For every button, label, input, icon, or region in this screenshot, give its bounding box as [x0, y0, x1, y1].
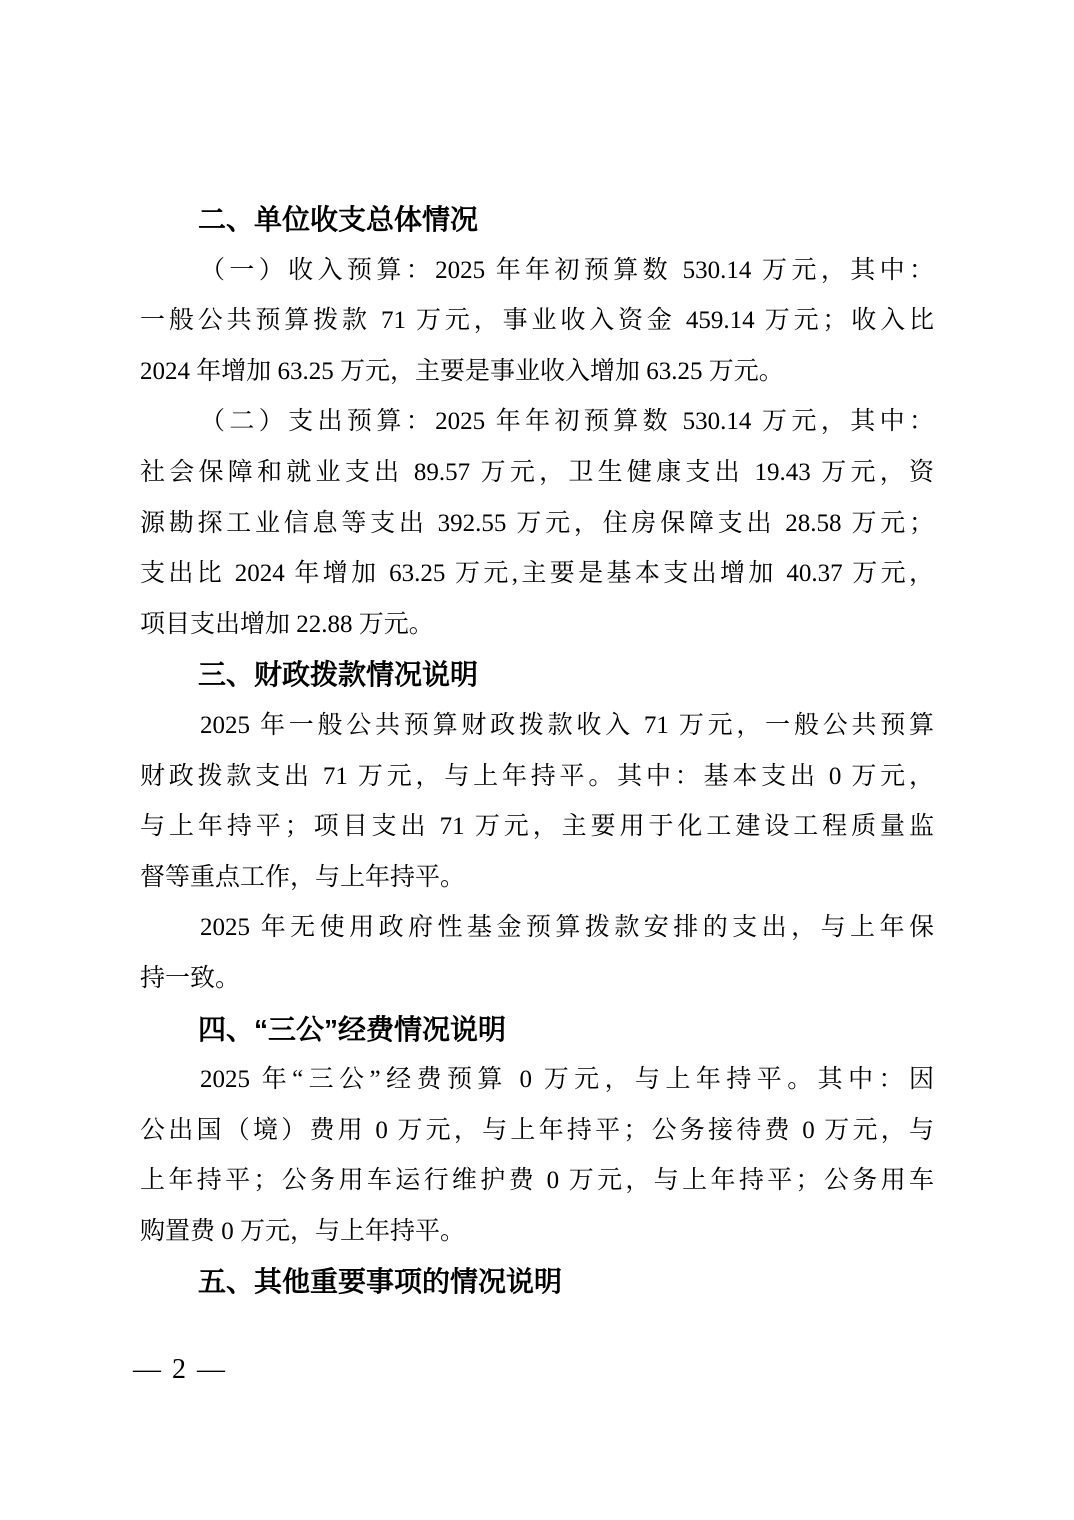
text-line: 2025 年“三公”经费预算 0 万元，与上年持平。其中：因 [200, 1066, 934, 1094]
section-heading-fiscal-appropriation: 三、财政拨款情况说明 [198, 659, 479, 691]
text-line: 源勘探工业信息等支出 392.55 万元，住房保障支出 28.58 万元； [140, 509, 934, 537]
text-line: 支出比 2024 年增加 63.25 万元,主要是基本支出增加 40.37 万元， [140, 560, 934, 588]
text-line: 2025 年无使用政府性基金预算拨款安排的支出，与上年保 [200, 914, 934, 942]
section-heading-income-expense-overview: 二、单位收支总体情况 [198, 204, 479, 235]
text-line: 督等重点工作，与上年持平。 [140, 863, 466, 891]
text-line: 与上年持平；项目支出 71 万元，主要用于化工建设工程质量监 [140, 813, 934, 841]
text-line: 持一致。 [140, 964, 241, 992]
section-heading-other-important-matters: 五、其他重要事项的情况说明 [198, 1266, 563, 1298]
text-line: （一）收入预算：2025 年年初预算数 530.14 万元，其中： [200, 256, 934, 284]
text-line: 购置费 0 万元，与上年持平。 [140, 1217, 466, 1245]
text-line: （二）支出预算：2025 年年初预算数 530.14 万元，其中： [200, 408, 934, 436]
text-line: 财政拨款支出 71 万元，与上年持平。其中：基本支出 0 万元， [140, 762, 934, 790]
text-line: 项目支出增加 22.88 万元。 [140, 610, 434, 638]
text-line: 2024 年增加 63.25 万元，主要是事业收入增加 63.25 万元。 [140, 357, 784, 385]
text-line: 公出国（境）费用 0 万元，与上年持平；公务接待费 0 万元，与 [140, 1116, 934, 1144]
document-body [140, 195, 934, 1308]
section-heading-three-public-expenses: 四、“三公”经费情况说明 [198, 1013, 507, 1045]
page-number: — 2 — [133, 1354, 227, 1385]
text-line: 社会保障和就业支出 89.57 万元，卫生健康支出 19.43 万元，资 [140, 458, 934, 486]
text-line: 2025 年一般公共预算财政拨款收入 71 万元，一般公共预算 [200, 711, 934, 739]
text-line: 一般公共预算拨款 71 万元，事业收入资金 459.14 万元；收入比 [140, 307, 934, 335]
text-line: 上年持平；公务用车运行维护费 0 万元，与上年持平；公务用车 [140, 1167, 934, 1195]
